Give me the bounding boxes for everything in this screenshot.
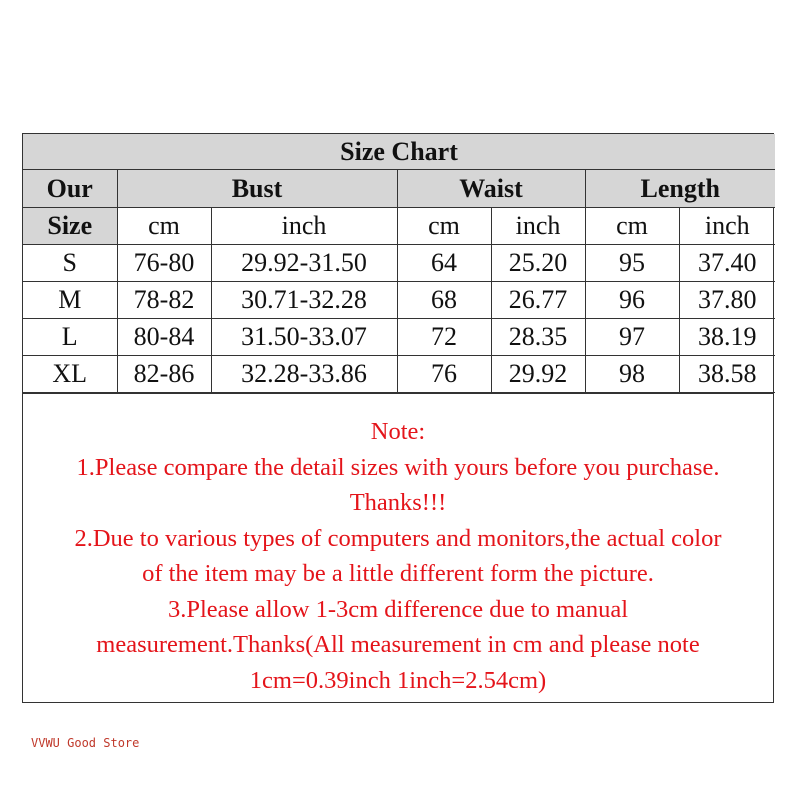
table-cell: 25.20 xyxy=(491,245,585,282)
store-watermark: VVWU Good Store xyxy=(31,736,140,750)
note-line: of the item may be a little different form the picture. xyxy=(142,560,654,587)
table-row xyxy=(23,319,775,356)
waist-header: Waist xyxy=(397,170,585,208)
size-label: XL xyxy=(23,356,117,393)
our-size-header-line2: Size xyxy=(23,208,117,245)
table-row xyxy=(23,356,775,393)
table-cell: 80-84 xyxy=(117,319,211,356)
unit-header: inch xyxy=(491,208,585,245)
table-cell: 28.35 xyxy=(491,319,585,356)
table-cell: 76-80 xyxy=(117,245,211,282)
bust-header: Bust xyxy=(117,170,397,208)
size-label: L xyxy=(23,319,117,356)
table-row xyxy=(23,245,775,282)
table-cell: 32.28-33.86 xyxy=(211,356,397,393)
table-cell: 29.92-31.50 xyxy=(211,245,397,282)
note-heading: Note: xyxy=(370,418,426,445)
our-size-header-line1: Our xyxy=(23,170,117,208)
table-cell: 97 xyxy=(585,319,679,356)
table-cell: 76 xyxy=(397,356,491,393)
unit-header: inch xyxy=(211,208,397,245)
table-cell: 37.40 xyxy=(679,245,775,282)
table-cell: 37.80 xyxy=(679,282,775,319)
table-cell: 78-82 xyxy=(117,282,211,319)
length-header: Length xyxy=(585,170,775,208)
unit-header: cm xyxy=(585,208,679,245)
size-chart xyxy=(22,133,774,703)
table-cell: 31.50-33.07 xyxy=(211,319,397,356)
note-line: Thanks!!! xyxy=(349,489,447,516)
size-label: S xyxy=(23,245,117,282)
table-cell: 98 xyxy=(585,356,679,393)
table-cell: 64 xyxy=(397,245,491,282)
note-line: 2.Due to various types of computers and monitors,the actual color xyxy=(74,524,722,552)
note-line: 3.Please allow 1-3cm difference due to manual xyxy=(167,595,629,623)
table-cell: 29.92 xyxy=(491,356,585,393)
table-cell: 95 xyxy=(585,245,679,282)
table-row xyxy=(23,282,775,319)
table-cell: 26.77 xyxy=(491,282,585,319)
table-cell: 72 xyxy=(397,319,491,356)
note-line: measurement.Thanks(All measurement in cm and please note xyxy=(96,631,700,658)
unit-header: cm xyxy=(397,208,491,245)
table-cell: 96 xyxy=(585,282,679,319)
unit-header: cm xyxy=(117,208,211,245)
unit-header: inch xyxy=(679,208,775,245)
table-cell: 38.58 xyxy=(679,356,775,393)
size-chart-title: Size Chart xyxy=(23,134,775,170)
note-line: 1.Please compare the detail sizes with yours before you purchase. xyxy=(76,453,720,481)
note-line: 1cm=0.39inch 1inch=2.54cm) xyxy=(249,666,547,694)
notes-section xyxy=(23,393,773,698)
size-label: M xyxy=(23,282,117,319)
table-cell: 68 xyxy=(397,282,491,319)
size-table xyxy=(23,134,775,393)
table-cell: 38.19 xyxy=(679,319,775,356)
table-cell: 82-86 xyxy=(117,356,211,393)
table-cell: 30.71-32.28 xyxy=(211,282,397,319)
